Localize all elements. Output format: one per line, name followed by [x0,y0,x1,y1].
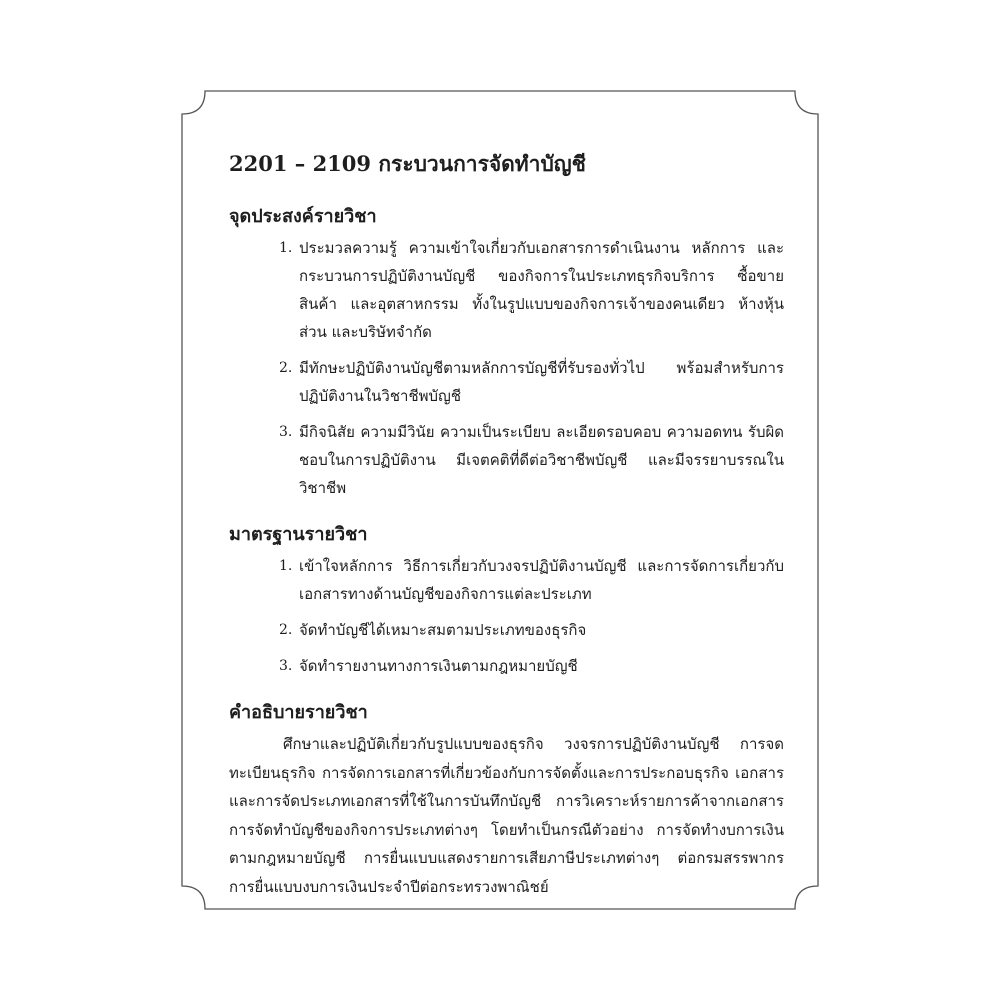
objectives-heading: จุดประสงค์รายวิชา [229,206,377,227]
course-page-content [229,150,784,901]
objective-item [229,354,784,410]
objectives-section [229,204,784,502]
standards-heading: มาตรฐานรายวิชา [229,524,368,545]
standard-number: 2. [279,622,293,638]
objective-number: 1. [279,240,293,256]
description-section [229,700,784,901]
objective-text: ประมวลความรู้ ความเข้าใจเกี่ยวกับเอกสารการดำเนินงาน หลักการ และกระบวนการปฏิบัติงานบัญชี ของกิจการในประเภทธุรกิจบริการ ซื้อขายสินค้า และอุตสาหกรรม ทั้งในรูปแบบของกิจการเจ้าของคนเดียว ห้างหุ้นส่วน และบริษัทจำกัด [299,239,784,341]
objective-text: มีทักษะปฏิบัติงานบัญชีตามหลักการบัญชีที่รับรองทั่วไป พร้อมสำหรับการปฏิบัติงานในวิชาชีพบัญชี [299,359,784,405]
standards-section [229,522,784,680]
standard-item [229,652,784,680]
description-heading: คำอธิบายรายวิชา [229,702,368,723]
objective-number: 3. [279,424,293,440]
description-text: ศึกษาและปฏิบัติเกี่ยวกับรูปแบบของธุรกิจ วงจรการปฏิบัติงานบัญชี การจดทะเบียนธุรกิจ การจัดการเอกสารที่เกี่ยวข้องกับการจัดตั้งและการประกอบธุรกิจ เอกสารและการจัดประเภทเอกสารที่ใช้ในการบันทึกบัญชี การวิเคราะห์รายการค้าจากเอกสาร การจัดทำบัญชีของกิจการประเภทต่างๆ โดยทำเป็นกรณีตัวอย่าง การจัดทำงบการเงินตามกฎหมายบัญชี การยื่นแบบแสดงรายการเสียภาษีประเภทต่างๆ ต่อกรมสรรพากร การยื่นแบบงบการเงินประจำปีต่อกระทรวงพาณิชย์ [229,735,784,896]
standard-text: จัดทำรายงานทางการเงินตามกฎหมายบัญชี [299,657,578,675]
objective-text: มีกิจนิสัย ความมีวินัย ความเป็นระเบียบ ละเอียดรอบคอบ ความอดทน รับผิดชอบในการปฏิบัติงาน มีเจตคติที่ดีต่อวิชาชีพบัญชี และมีจรรยาบรรณในวิชาชีพ [299,423,784,497]
standard-text: เข้าใจหลักการ วิธีการเกี่ยวกับวงจรปฏิบัติงานบัญชี และการจัดการเกี่ยวกับเอกสารทางด้านบัญชีของกิจการแต่ละประเภท [299,557,784,603]
objective-number: 2. [279,360,293,376]
objective-item [229,234,784,346]
standard-item [229,552,784,608]
standard-number: 3. [279,658,293,674]
standards-list [229,552,784,680]
course-title: 2201 – 2109 กระบวนการจัดทำบัญชี [229,151,586,176]
objective-item [229,418,784,502]
standard-text: จัดทำบัญชีได้เหมาะสมตามประเภทของธุรกิจ [299,621,587,639]
standard-item [229,616,784,644]
objectives-list [229,234,784,502]
standard-number: 1. [279,558,293,574]
